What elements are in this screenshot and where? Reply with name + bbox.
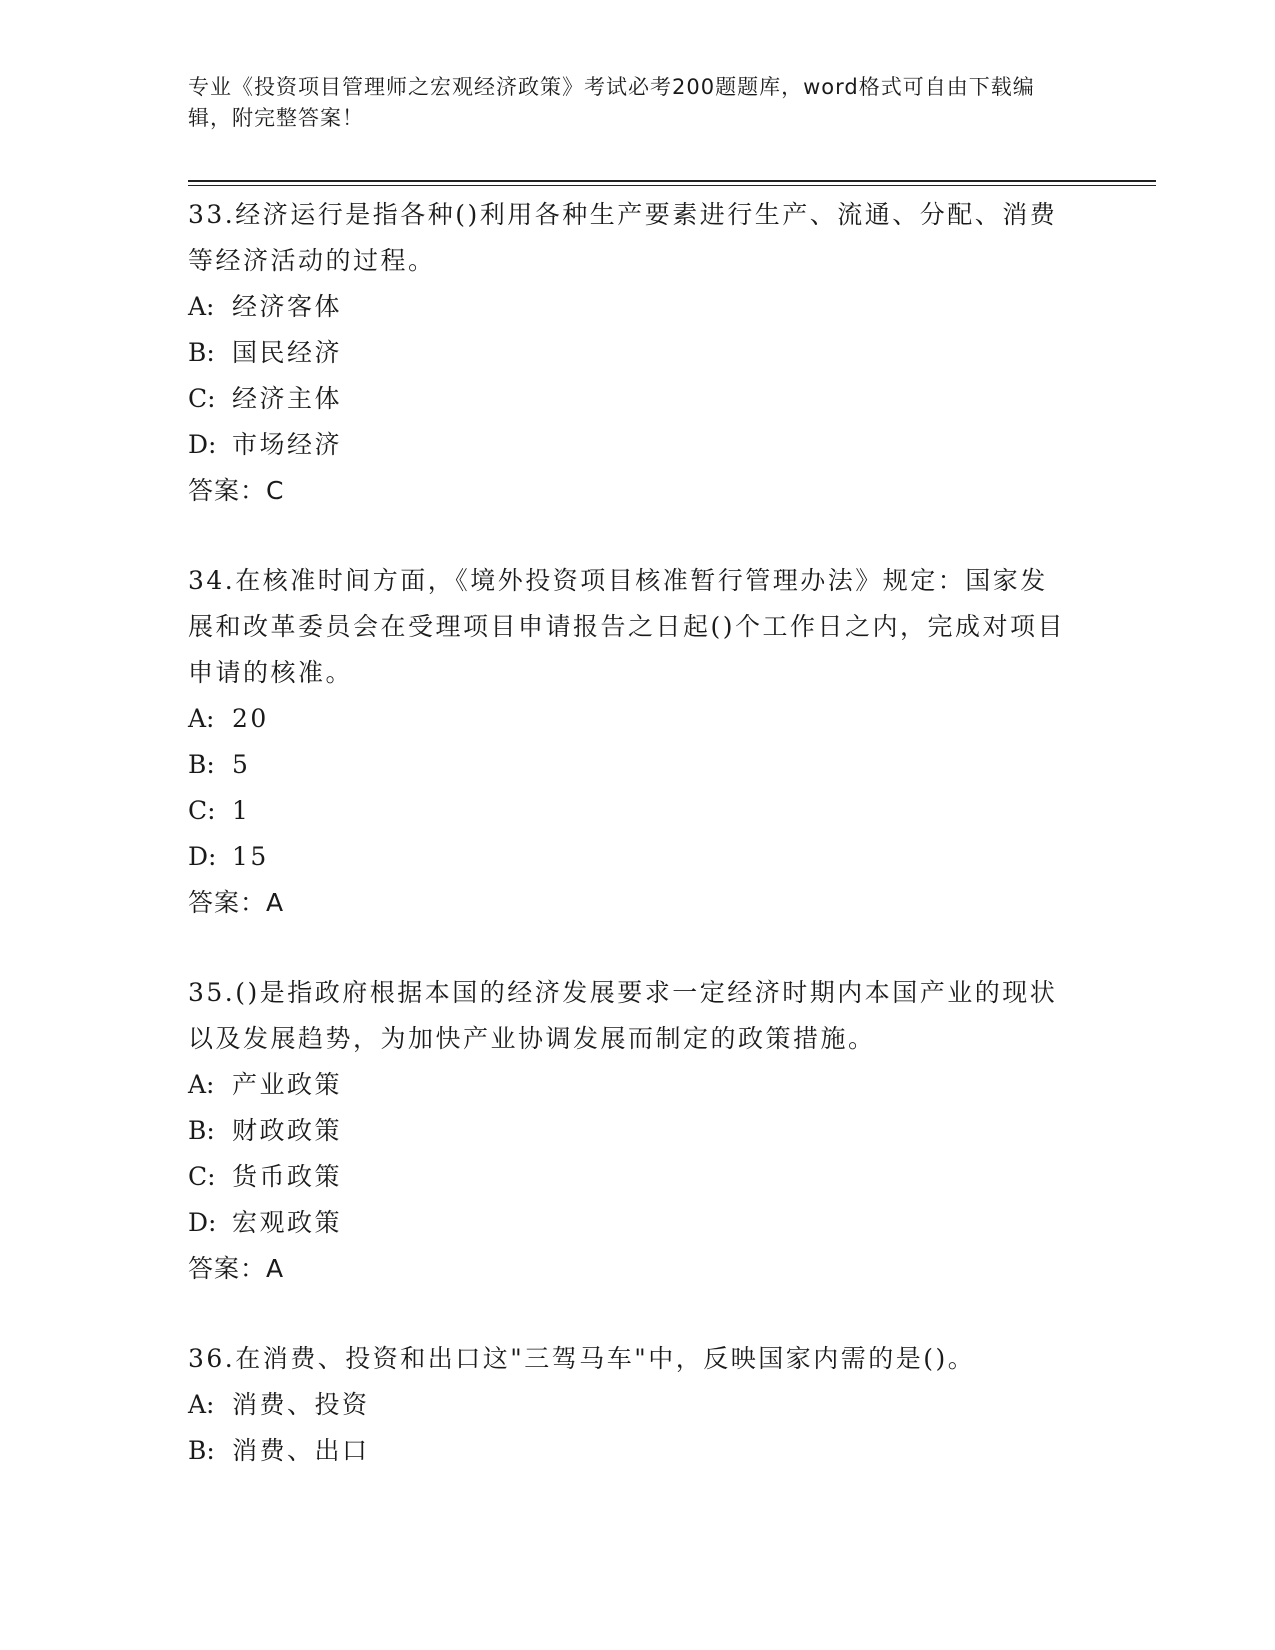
option-a	[188, 1062, 1088, 1108]
answer-line: 答案：A	[188, 1254, 285, 1283]
option-text: 经济主体	[232, 384, 343, 413]
option-text: 国民经济	[232, 338, 343, 367]
option-text: 宏观政策	[232, 1208, 343, 1237]
option-d	[188, 834, 1088, 880]
option-text: 财政政策	[232, 1116, 343, 1145]
option-text: 消费、投资	[232, 1390, 370, 1419]
question-35	[188, 970, 1088, 1292]
question-stem: 34.在核准时间方面，《境外投资项目核准暂行管理办法》规定：国家发展和改革委员会在受理项目申请报告之日起()个工作日之内，完成对项目申请的核准。	[188, 566, 1066, 687]
option-text: 5	[232, 750, 251, 779]
option-d	[188, 422, 1088, 468]
question-stem: 36.在消费、投资和出口这"三驾马车"中，反映国家内需的是()。	[188, 1344, 976, 1373]
option-text: 市场经济	[232, 430, 343, 459]
option-letter: B:	[188, 750, 215, 779]
header-rule-thin	[188, 185, 1156, 186]
option-b	[188, 1428, 1088, 1474]
option-b	[188, 1108, 1088, 1154]
option-c	[188, 1154, 1088, 1200]
page-header: 专业《投资项目管理师之宏观经济政策》考试必考200题题库，word格式可自由下载编辑，附完整答案！	[188, 75, 1035, 130]
question-stem: 33.经济运行是指各种()利用各种生产要素进行生产、流通、分配、消费等经济活动的过程。	[188, 200, 1058, 275]
option-text: 1	[232, 796, 251, 825]
header-rule-thick	[188, 180, 1156, 182]
option-a	[188, 1382, 1088, 1428]
option-letter: B:	[188, 338, 215, 367]
option-text: 经济客体	[232, 292, 343, 321]
option-letter: A:	[188, 1070, 215, 1099]
option-b	[188, 742, 1088, 788]
option-letter: A:	[188, 1390, 215, 1419]
option-a	[188, 696, 1088, 742]
option-d	[188, 1200, 1088, 1246]
option-letter: D:	[188, 1208, 217, 1237]
option-letter: B:	[188, 1436, 215, 1465]
question-list	[188, 192, 1088, 1474]
question-34	[188, 558, 1088, 926]
option-text: 货币政策	[232, 1162, 343, 1191]
option-letter: A:	[188, 292, 215, 321]
option-letter: C:	[188, 796, 216, 825]
option-letter: A:	[188, 704, 215, 733]
question-36	[188, 1336, 1088, 1474]
option-letter: C:	[188, 384, 216, 413]
question-33	[188, 192, 1088, 514]
option-text: 15	[232, 842, 269, 871]
option-letter: D:	[188, 430, 217, 459]
option-text: 消费、出口	[232, 1436, 370, 1465]
option-c	[188, 788, 1088, 834]
option-a	[188, 284, 1088, 330]
answer-line: 答案：A	[188, 888, 285, 917]
option-letter: B:	[188, 1116, 215, 1145]
option-text: 产业政策	[232, 1070, 343, 1099]
answer-line: 答案：C	[188, 476, 285, 505]
option-text: 20	[232, 704, 269, 733]
question-stem: 35.()是指政府根据本国的经济发展要求一定经济时期内本国产业的现状以及发展趋势，为加快产业协调发展而制定的政策措施。	[188, 978, 1058, 1053]
option-letter: C:	[188, 1162, 216, 1191]
option-b	[188, 330, 1088, 376]
option-c	[188, 376, 1088, 422]
option-letter: D:	[188, 842, 217, 871]
